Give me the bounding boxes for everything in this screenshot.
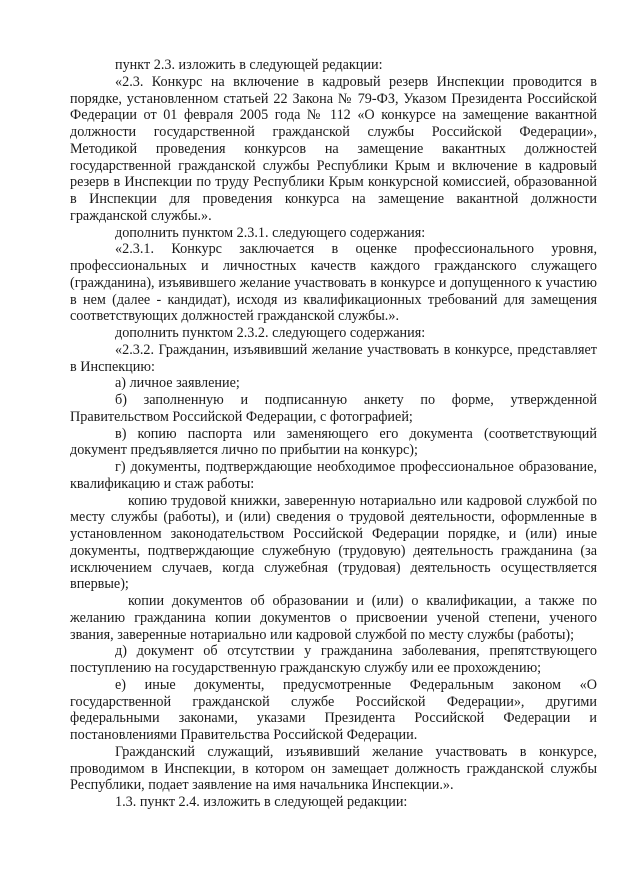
list-item-v: в) копию паспорта или заменяющего его документа (соответствующий документ предъявляется лично по прибытии на конкурс);: [70, 425, 597, 459]
paragraph-civil-servant-application: Гражданский служащий, изъявивший желание участвовать в конкурсе, проводимом в Инспекции, в котором он замещает должность гражданской службы Республики, подает заявление на имя начальника Инспекции.».: [70, 743, 597, 794]
list-item-d: д) документ об отсутствии у гражданина заболевания, препятствующего поступлению на государственную гражданскую службу или ее прохождению;: [70, 643, 597, 676]
paragraph-clause-2-3-2: «2.3.2. Гражданин, изъявивший желание участвовать в конкурсе, представляет в Инспекцию:: [70, 341, 597, 375]
paragraph-clause-2-3-intro: пункт 2.3. изложить в следующей редакции:: [115, 57, 383, 73]
paragraph-clause-2-3-1: «2.3.1. Конкурс заключается в оценке профессионального уровня, профессиональных и личностных качеств каждого гражданского служащего (гражданина), изъявившего желание участвовать в конкурсе и допущенного к участию в нем (далее - кандидат), исходя из квалификационных требований для замещения соответствующих должностей гражданской службы.».: [70, 241, 597, 325]
list-item-b: б) заполненную и подписанную анкету по форме, утвержденной Правительством Российской Федерации, с фотографией;: [70, 392, 597, 425]
list-item-g: г) документы, подтверждающие необходимое профессиональное образование, квалификацию и стаж работы:: [70, 459, 597, 492]
paragraph-add-2-3-1-intro: дополнить пунктом 2.3.1. следующего содержания:: [115, 224, 426, 241]
paragraph-add-2-3-2-intro: дополнить пунктом 2.3.2. следующего содержания:: [115, 325, 426, 341]
list-item-a: а) личное заявление;: [115, 375, 240, 392]
paragraph-clause-1-3: 1.3. пункт 2.4. изложить в следующей редакции:: [115, 794, 408, 810]
sub-item-education-documents: копии документов об образовании и (или) о квалификации, а также по желанию гражданина копии документов о присвоении ученой степени, ученого звания, заверенные нотариально или кадровой службой по месту службы (работы);: [70, 593, 597, 643]
paragraph-clause-2-3: «2.3. Конкурс на включение в кадровый резерв Инспекции проводится в порядке, установленном статьей 22 Закона № 79-ФЗ, Указом Президента Российской Федерации от 01 февраля 2005 года № 112 «О конкурсе на замещение вакантной должности государственной гражданской службы Российской Федерации», Методикой проведения конкурсов на замещение вакантных должностей государственной гражданской службы Республики Крым и включение в кадровый резерв в Инспекции по труду Республики Крым конкурсной комиссией, образованной в Инспекции для проведения конкурса на замещение вакантной должности гражданской службы.».: [70, 73, 597, 224]
document-body: [70, 57, 597, 811]
sub-item-employment-record: копию трудовой книжки, заверенную нотариально или кадровой службой по месту службы (работы), и (или) сведения о трудовой деятельности, оформленные в установленном законодательством Российской Федерации порядке, и (или) иные документы, подтверждающие служебную (трудовую) деятельность гражданина (за исключением случаев, когда служебная (трудовая) деятельность осуществляется впервые);: [70, 492, 597, 593]
list-item-e: е) иные документы, предусмотренные Федеральным законом «О государственной гражданской службе Российской Федерации», другими федеральными законами, указами Президента Российской Федерации и постановлениями Правительства Российской Федерации.: [70, 676, 597, 743]
